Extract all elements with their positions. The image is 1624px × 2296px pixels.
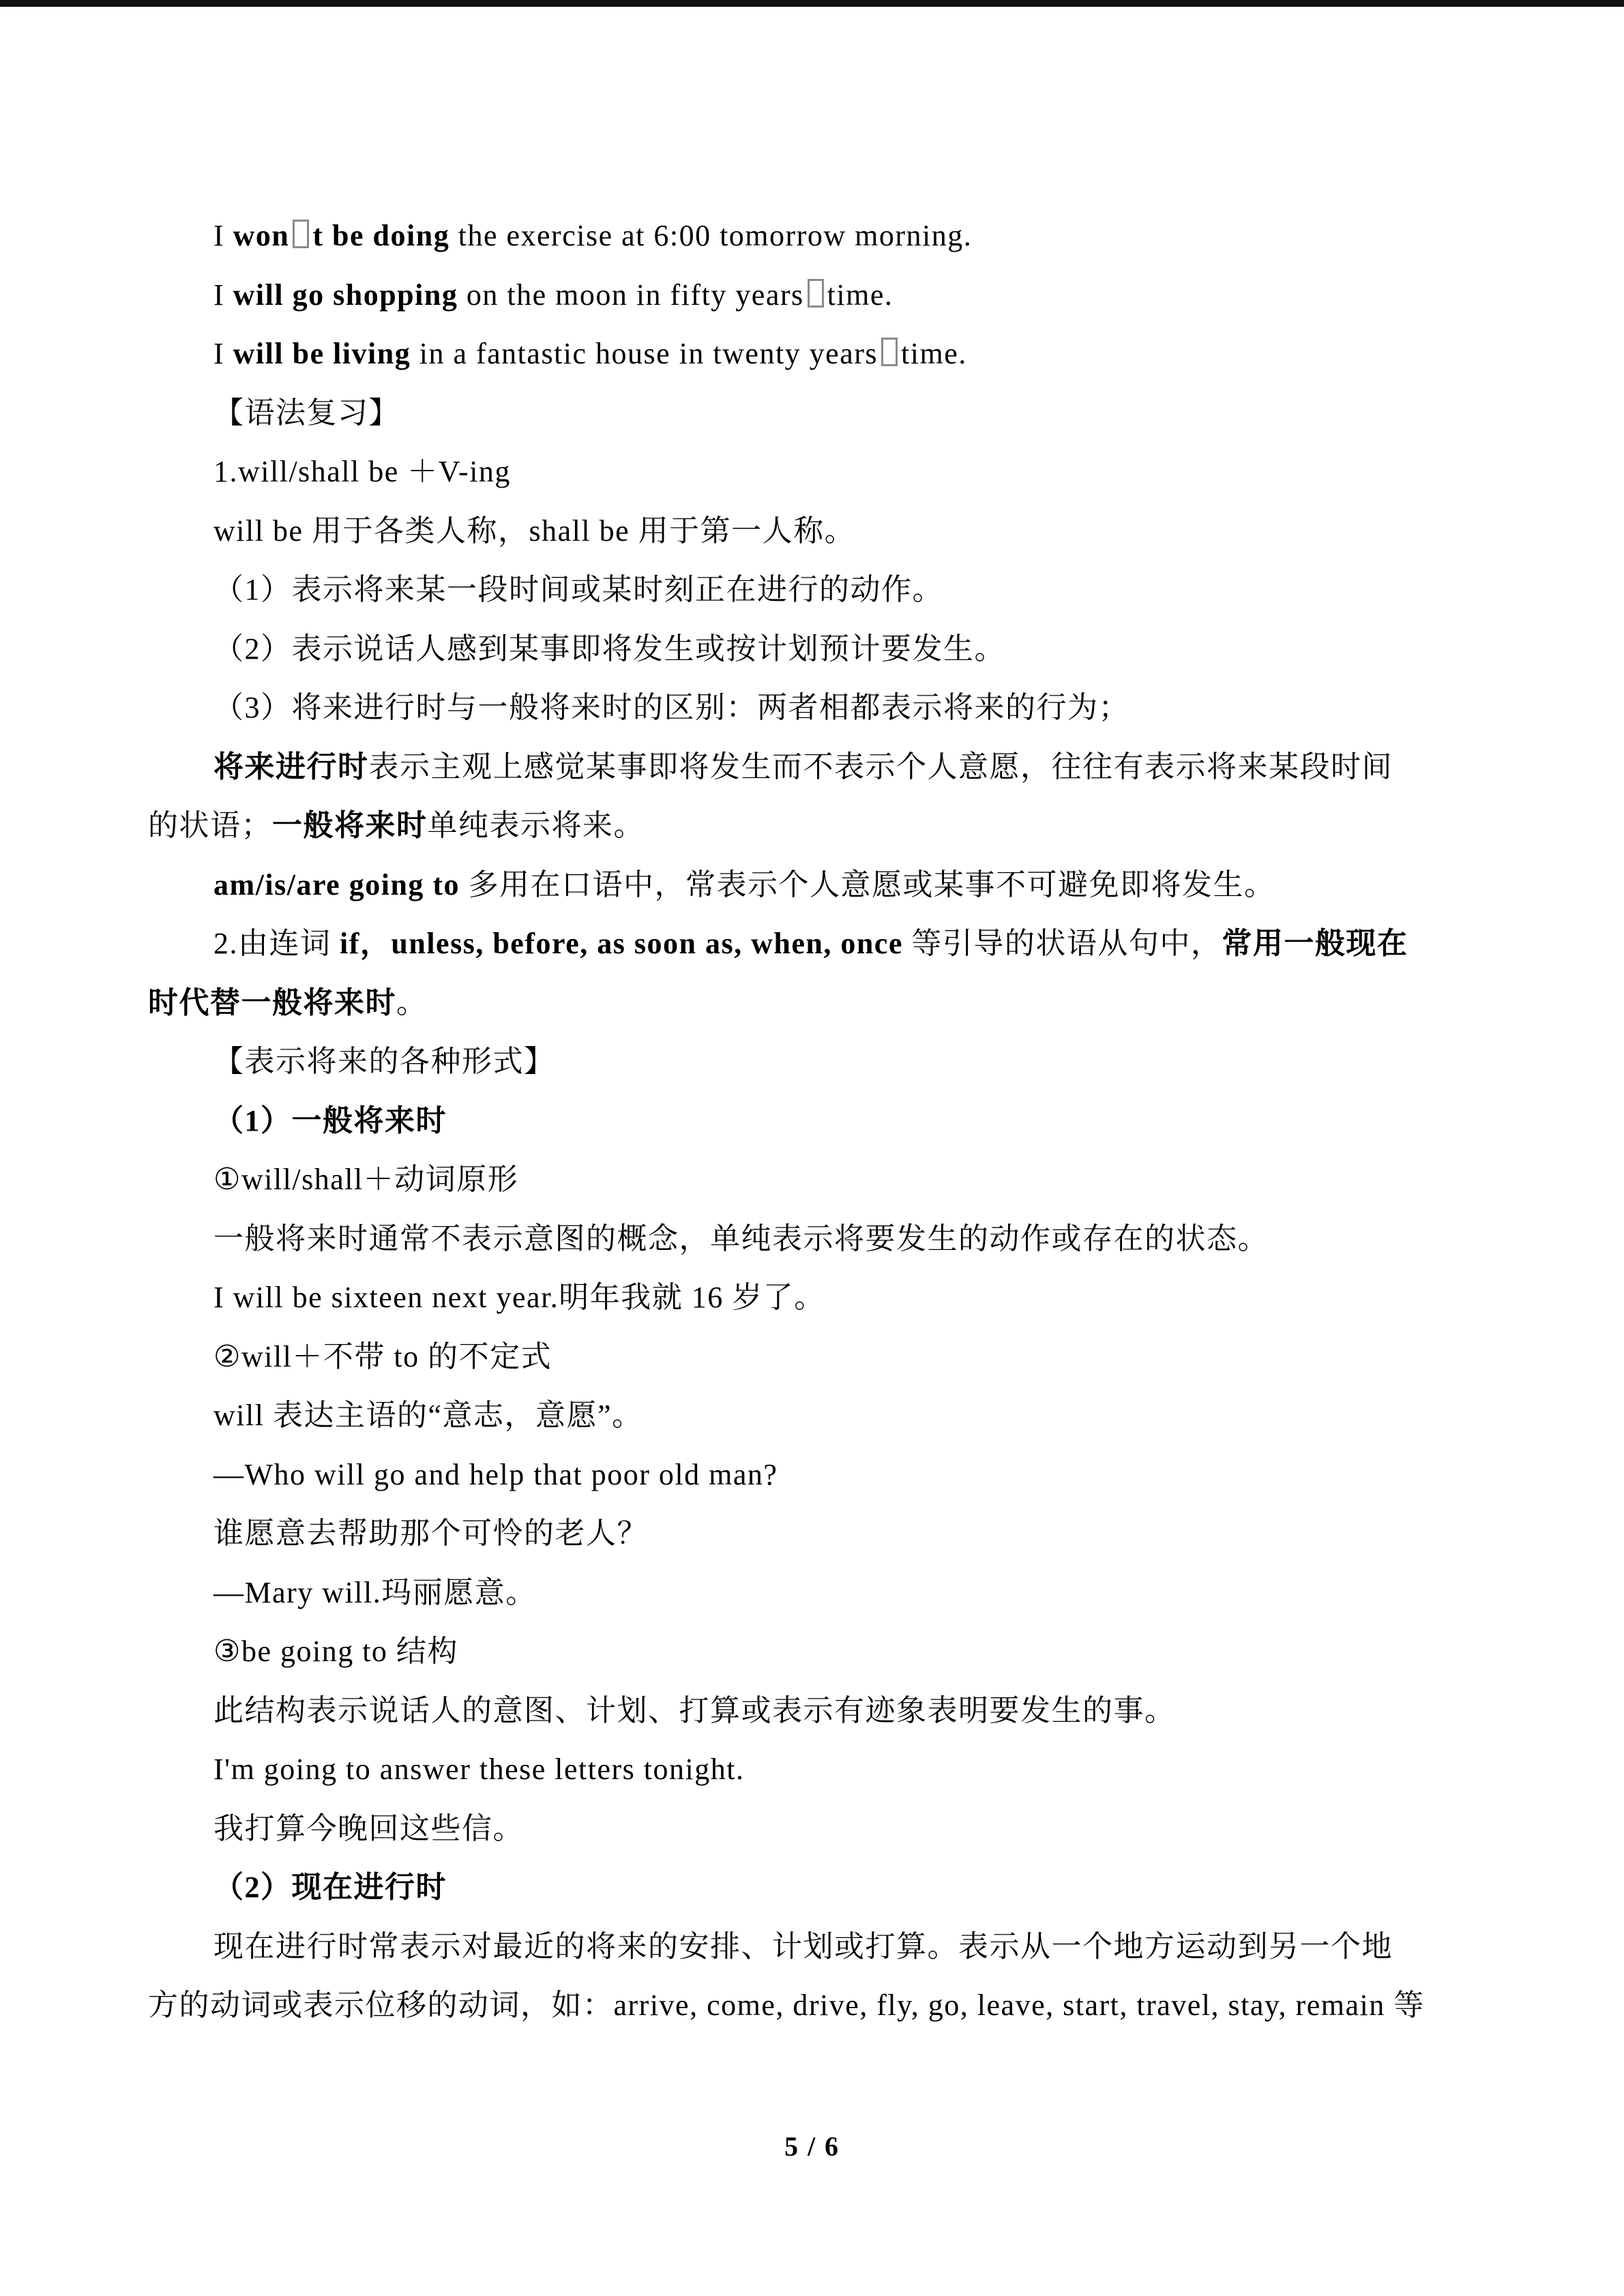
doc-line bbox=[148, 207, 1483, 266]
text-segment: ③be going to 结构 bbox=[213, 1635, 458, 1668]
text-segment: 现在进行时常表示对最近的将来的安排、计划或打算。表示从一个地方运动到另一个地 bbox=[213, 1929, 1393, 1963]
doc-line bbox=[148, 1446, 1483, 1505]
text-segment: 2.由连词 bbox=[213, 927, 340, 960]
top-border bbox=[0, 0, 1624, 7]
doc-line bbox=[148, 1150, 1483, 1210]
text-segment-bold: 一般将来时 bbox=[272, 809, 428, 842]
text-segment: 。 bbox=[396, 985, 428, 1019]
doc-line bbox=[148, 1800, 1483, 1859]
doc-line bbox=[148, 443, 1483, 502]
doc-line bbox=[148, 561, 1483, 620]
text-segment: I will be sixteen next year.明年我就 16 岁了。 bbox=[213, 1281, 825, 1314]
doc-line bbox=[148, 1622, 1483, 1682]
doc-line bbox=[148, 796, 1483, 856]
text-segment: —Who will go and help that poor old man? bbox=[213, 1457, 778, 1491]
doc-line bbox=[148, 1504, 1483, 1564]
text-segment: 等引导的状语从句中， bbox=[902, 927, 1222, 960]
text-segment: time. bbox=[901, 337, 967, 370]
doc-line bbox=[148, 1328, 1483, 1387]
missing-glyph-box bbox=[808, 279, 824, 308]
doc-line bbox=[148, 384, 1483, 443]
doc-line bbox=[148, 325, 1483, 384]
doc-line bbox=[148, 974, 1483, 1033]
text-segment: in a fantastic house in twenty years bbox=[411, 337, 879, 370]
text-segment: 多用在口语中，常表示个人意愿或某事不可避免即将发生。 bbox=[460, 867, 1275, 901]
text-segment-bold: if，unless, before, as soon as, when, once bbox=[340, 927, 903, 960]
text-segment: I'm going to answer these letters tonight. bbox=[213, 1753, 745, 1786]
doc-line bbox=[148, 1092, 1483, 1151]
text-segment: I bbox=[213, 278, 233, 312]
text-segment-bold: 时代替一般将来时 bbox=[148, 985, 396, 1019]
text-segment-bold: am/is/are going to bbox=[213, 867, 460, 901]
missing-glyph-box bbox=[293, 220, 309, 248]
text-segment: I bbox=[213, 337, 233, 370]
text-segment-bold: will be living bbox=[233, 337, 411, 370]
missing-glyph-box bbox=[881, 338, 898, 366]
text-segment-bold: won bbox=[233, 219, 290, 252]
doc-line bbox=[148, 1740, 1483, 1800]
text-segment-bold: （2）现在进行时 bbox=[213, 1870, 447, 1904]
text-segment: 1.will/shall be ＋V-ing bbox=[213, 455, 511, 488]
text-segment: on the moon in fifty years bbox=[458, 278, 804, 312]
doc-line bbox=[148, 1386, 1483, 1446]
text-segment: 此结构表示说话人的意图、计划、打算或表示有迹象表明要发生的事。 bbox=[213, 1693, 1176, 1727]
doc-line bbox=[148, 1564, 1483, 1623]
text-segment: 我打算今晚回这些信。 bbox=[213, 1811, 524, 1845]
text-segment-bold: t be doing bbox=[312, 219, 450, 252]
doc-line bbox=[148, 1976, 1483, 2036]
text-segment: （3）将来进行时与一般将来时的区别：两者相都表示将来的行为； bbox=[213, 691, 1130, 724]
doc-line bbox=[148, 1032, 1483, 1092]
doc-line bbox=[148, 1268, 1483, 1328]
doc-line bbox=[148, 914, 1483, 974]
text-segment: 【语法复习】 bbox=[213, 396, 400, 430]
text-segment: —Mary will.玛丽愿意。 bbox=[213, 1575, 537, 1609]
text-segment-bold: （1）一般将来时 bbox=[213, 1103, 447, 1137]
doc-line bbox=[148, 1858, 1483, 1918]
text-segment: ②will＋不带 to 的不定式 bbox=[213, 1339, 552, 1373]
document-body bbox=[148, 207, 1483, 2036]
text-segment: 【表示将来的各种形式】 bbox=[213, 1045, 555, 1078]
text-segment: （1）表示将来某一段时间或某时刻正在进行的动作。 bbox=[213, 573, 943, 606]
text-segment: ①will/shall＋动词原形 bbox=[213, 1163, 519, 1196]
doc-line bbox=[148, 620, 1483, 679]
doc-line bbox=[148, 738, 1483, 797]
text-segment: the exercise at 6:00 tomorrow morning. bbox=[449, 219, 973, 252]
text-segment: 的状语； bbox=[148, 809, 272, 842]
doc-line bbox=[148, 1210, 1483, 1269]
text-segment: 一般将来时通常不表示意图的概念，单纯表示将要发生的动作或存在的状态。 bbox=[213, 1221, 1269, 1255]
text-segment-bold: will go shopping bbox=[233, 278, 458, 312]
text-segment: 方的动词或表示位移的动词，如：arrive, come, drive, fly, go, leave, start, travel, stay, remain 等 bbox=[148, 1988, 1425, 2022]
text-segment: 单纯表示将来。 bbox=[427, 809, 645, 842]
text-segment-bold: 将来进行时 bbox=[213, 749, 369, 784]
doc-line bbox=[148, 502, 1483, 561]
text-segment: time. bbox=[827, 278, 894, 312]
text-segment: 谁愿意去帮助那个可怜的老人？ bbox=[213, 1517, 648, 1550]
doc-line bbox=[148, 1682, 1483, 1741]
doc-line bbox=[148, 266, 1483, 325]
page-number: 5 / 6 bbox=[784, 2131, 840, 2162]
text-segment: I bbox=[213, 219, 233, 252]
doc-line bbox=[148, 679, 1483, 738]
text-segment-bold: 常用一般现在 bbox=[1222, 927, 1408, 960]
text-segment: will 表达主语的“意志，意愿”。 bbox=[213, 1399, 643, 1432]
text-segment: （2）表示说话人感到某事即将发生或按计划预计要发生。 bbox=[213, 631, 1005, 666]
text-segment: will be 用于各类人称，shall be 用于第一人称。 bbox=[213, 513, 856, 548]
doc-line bbox=[148, 1918, 1483, 1977]
text-segment: 表示主观上感觉某事即将发生而不表示个人意愿，往往有表示将来某段时间 bbox=[368, 749, 1393, 784]
doc-line bbox=[148, 856, 1483, 915]
